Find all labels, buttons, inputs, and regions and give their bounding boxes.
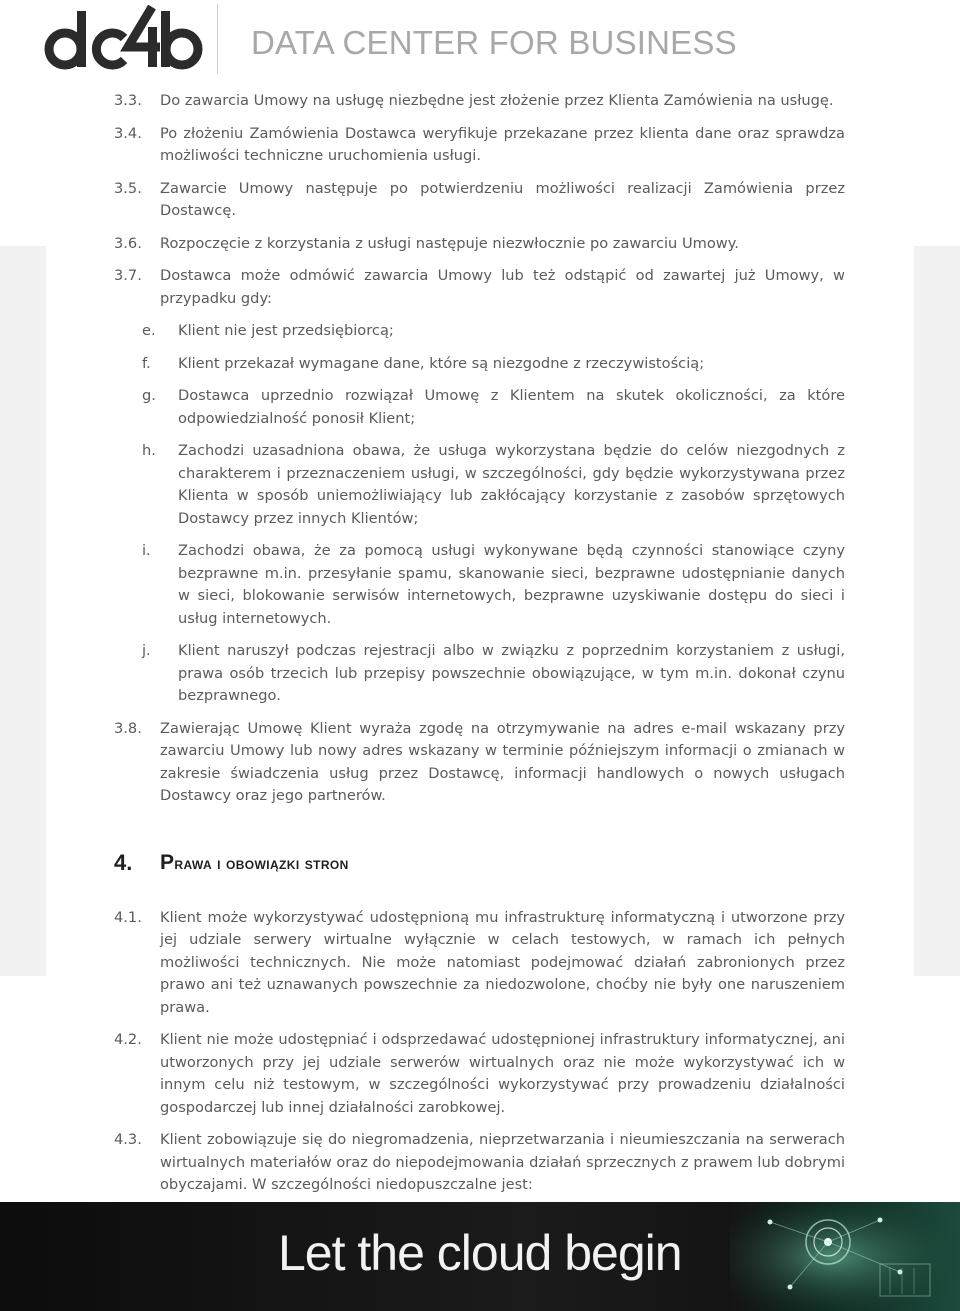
paragraph-3-8 (114, 718, 845, 808)
paragraph-3-4 (114, 123, 845, 168)
paragraph-number: 4.2. (114, 1031, 142, 1048)
list-item-i (114, 540, 845, 630)
paragraph-3-6 (114, 233, 845, 256)
paragraph-4-1 (114, 907, 845, 1020)
list-letter: g. (142, 387, 156, 404)
paragraph-number: 3.8. (114, 719, 142, 737)
paragraph-number: 4.1. (114, 908, 142, 926)
list-letter: h. (142, 442, 156, 459)
list-item-f (114, 353, 845, 376)
paragraph-text: Rozpoczęcie z korzystania z usługi następuje niezwłocznie po zawarciu Umowy. (160, 234, 739, 252)
list-text: Klient nie jest przedsiębiorcą; (178, 322, 394, 339)
paragraph-text: Klient może wykorzystywać udostępnioną mu infrastrukturę informatyczną i utworzone przy jej udziale serwery wirtualne wyłącznie w celach testowych, w ramach ich pełnych możliwości technicznych. Nie może natomiast podejmować działań zabronionych przez prawo ani też uznawanych powszechnie za niedozwolone, choćby nie były one naruszeniem prawa. (160, 908, 845, 1016)
paragraph-3-3 (114, 90, 845, 113)
list-text: Klient przekazał wymagane dane, które są niezgodne z rzeczywistością; (178, 354, 705, 372)
header-title: DATA CENTER FOR BUSINESS (251, 24, 737, 61)
section-title: Prawa i obowiązki stron (160, 850, 349, 874)
paragraph-text: Do zawarcia Umowy na usługę niezbędne jest złożenie przez Klienta Zamówienia na usługę. (160, 92, 834, 109)
paragraph-3-5 (114, 178, 845, 223)
list-text: Zachodzi uzasadniona obawa, że usługa wykorzystana będzie do celów niezgodnych z charakterem i przeznaczeniem usługi, w szczególności, gdy będzie wykorzystywana przez Klienta w sposób uniemożliwiający lub zakłócający korzystanie z zasobów sprzętowych Dostawcy przez innych Klientów; (178, 442, 845, 527)
list-text: Zachodzi obawa, że za pomocą usługi wykonywane będą czynności stanowiące czyny bezprawne m.in. przesyłanie spamu, skanowanie sieci, bezprawne udostępnianie danych w sieci, blokowanie serwisów internetowych, bezprawne uzyskiwanie dostępu do sieci i usług internetowych. (178, 542, 845, 627)
section-number: 4. (114, 849, 133, 875)
paragraph-number: 3.7. (114, 267, 142, 284)
dc4b-logo (44, 5, 204, 73)
footer-slogan: Let the cloud begin (278, 1225, 682, 1281)
right-side-band (914, 246, 960, 976)
section-4-heading (114, 850, 845, 877)
paragraph-text: Dostawca może odmówić zawarcia Umowy lub też odstąpić od zawartej już Umowy, w przypadku gdy: (160, 267, 845, 307)
list-item-e (114, 320, 845, 343)
list-item-h (114, 440, 845, 530)
list-text: Dostawca uprzednio rozwiązał Umowę z Klientem na skutek okoliczności, za które odpowiedzialność ponosił Klient; (178, 387, 845, 427)
list-letter: j. (142, 642, 151, 659)
document-body (114, 90, 845, 1207)
list-text: Klient naruszył podczas rejestracji albo w związku z poprzednim korzystaniem z usługi, prawa osób trzecich lub przepisy powszechnie obowiązujące, w tym m.in. dokonał czynu bezprawnego. (178, 642, 845, 704)
list-letter: e. (142, 322, 156, 339)
paragraph-number: 3.4. (114, 124, 142, 142)
cloud-network-graphic (730, 1202, 960, 1311)
paragraph-number: 4.3. (114, 1131, 142, 1148)
paragraph-text: Po złożeniu Zamówienia Dostawca weryfikuje przekazane przez klienta dane oraz sprawdza możliwości techniczne uruchomienia usługi. (160, 124, 845, 164)
list-letter: f. (142, 354, 151, 372)
paragraph-text: Zawarcie Umowy następuje po potwierdzeniu możliwości realizacji Zamówienia przez Dostawcę. (160, 179, 845, 219)
footer-banner (0, 1202, 960, 1311)
paragraph-text: Klient nie może udostępniać i odsprzedawać udostępnionej infrastruktury informatycznej, ani utworzonych przy jej udziale serwerów wirtualnych oraz nie może wykorzystywać ich w innym celu niż testowym, w szczególności wykorzystywać przy prowadzeniu działalności gospodarczej lub innej działalności zarobkowej. (160, 1031, 845, 1116)
paragraph-text: Zawierając Umowę Klient wyraża zgodę na otrzymywanie na adres e-mail wskazany przy zawarciu Umowy lub nowy adres wskazany w terminie późniejszym informacji o zmianach w zakresie świadczenia usług przez Dostawcę, informacji handlowych o nowych usługach Dostawcy oraz jego partnerów. (160, 719, 845, 804)
paragraph-4-2 (114, 1029, 845, 1119)
left-side-band (0, 246, 46, 976)
header-divider (217, 4, 218, 74)
list-item-g (114, 385, 845, 430)
paragraph-3-7 (114, 265, 845, 310)
page-header (0, 0, 960, 82)
list-item-j (114, 640, 845, 708)
list-letter: i. (142, 542, 151, 559)
paragraph-text: Klient zobowiązuje się do niegromadzenia, nieprzetwarzania i nieumieszczania na serwerach wirtualnych materiałów oraz do niepodejmowania działań sprzecznych z prawem lub dobrymi obyczajami. W szczególności niedopuszczalne jest: (160, 1131, 845, 1193)
paragraph-number: 3.6. (114, 234, 142, 252)
paragraph-number: 3.3. (114, 92, 142, 109)
paragraph-4-3 (114, 1129, 845, 1197)
paragraph-number: 3.5. (114, 179, 142, 197)
